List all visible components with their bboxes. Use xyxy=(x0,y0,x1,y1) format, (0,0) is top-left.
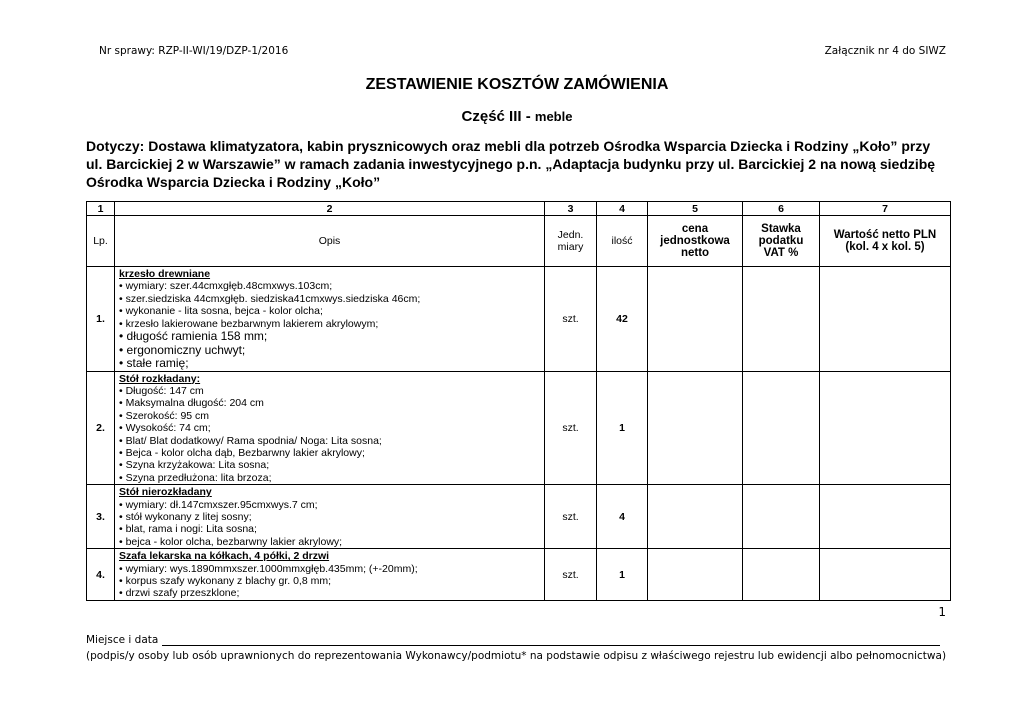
row-unit-price-cell xyxy=(648,485,743,549)
header-lp: Lp. xyxy=(87,216,115,267)
spec-line: • Szyna krzyżakowa: Lita sosna; xyxy=(119,459,270,472)
header-row xyxy=(87,216,951,267)
place-date-label: Miejsce i data xyxy=(86,634,159,646)
row-vat-cell xyxy=(743,371,820,485)
row-lp: 3. xyxy=(87,485,115,549)
part-suffix: meble xyxy=(534,109,573,124)
spec-line: • Długość: 147 cm xyxy=(119,384,204,397)
spec-line: • wymiary: szer.44cmxgłęb.48cmxwys.103cm; xyxy=(119,280,333,293)
row-qty: 1 xyxy=(597,549,648,601)
row-total-cell xyxy=(820,371,951,485)
spec-line: • wymiary: wys.1890mmxszer.1000mmxgłęb.435mm; (+-20mm); xyxy=(119,562,418,575)
col-number: 2 xyxy=(115,202,545,216)
spec-line: • drzwi szafy przeszklone; xyxy=(119,587,240,600)
spec-line: • Maksymalna długość: 204 cm xyxy=(119,397,264,410)
spec-line: • długość ramienia 158 mm; xyxy=(119,329,268,344)
subject-description: Dotyczy: Dostawa klimatyzatora, kabin prysznicowych oraz mebli dla potrzeb Ośrodka Wsparcia Dziecka i Rodziny „Koło” przy ul. Barcickiej 2 w Warszawie” w ramach zadania inwestycyjnego p.n. „Adaptacja budynku przy ul. Barcickiej 2 na nową siedzibę Ośrodka Wsparcia Dziecka i Rodziny „Koło” xyxy=(86,138,936,190)
row-total-cell xyxy=(820,267,951,372)
item-title: Szafa lekarska na kółkach, 4 półki, 2 drzwi xyxy=(119,550,330,563)
header-total: Wartość netto PLN (kol. 4 x kol. 5) xyxy=(820,216,951,267)
row-description xyxy=(115,549,545,601)
spec-line: • stałe ramię; xyxy=(119,356,189,371)
row-unit: szt. xyxy=(545,549,597,601)
row-vat-cell xyxy=(743,267,820,372)
row-vat-cell xyxy=(743,485,820,549)
item-title: krzesło drewniane xyxy=(119,268,211,280)
spec-line: • ergonomiczny uchwyt; xyxy=(119,342,246,357)
cost-table xyxy=(86,201,951,601)
table-row xyxy=(87,549,951,601)
table-row xyxy=(87,371,951,485)
row-qty: 4 xyxy=(597,485,648,549)
row-qty: 1 xyxy=(597,371,648,485)
header-qty: ilość xyxy=(597,216,648,267)
spec-line: • korpus szafy wykonany z blachy gr. 0,8 mm; xyxy=(119,575,332,588)
row-unit-price-cell xyxy=(648,371,743,485)
row-vat-cell xyxy=(743,549,820,601)
col-number: 6 xyxy=(743,202,820,216)
header-opis: Opis xyxy=(115,216,545,267)
row-unit: szt. xyxy=(545,267,597,372)
row-total-cell xyxy=(820,549,951,601)
column-number-row xyxy=(87,202,951,216)
spec-line: • bejca - kolor olcha, bezbarwny lakier akrylowy; xyxy=(119,535,343,548)
row-description xyxy=(115,371,545,485)
row-unit: szt. xyxy=(545,371,597,485)
spec-line: • Blat/ Blat dodatkowy/ Rama spodnia/ Noga: Lita sosna; xyxy=(119,434,382,447)
table-row xyxy=(87,485,951,549)
row-lp: 2. xyxy=(87,371,115,485)
spec-line: • Szyna przedłużona: lita brzoza; xyxy=(119,471,272,484)
table-row xyxy=(87,267,951,372)
document-title: ZESTAWIENIE KOSZTÓW ZAMÓWIENIA xyxy=(365,76,669,93)
page-number: 1 xyxy=(938,605,946,619)
header-vat: Stawka podatku VAT % xyxy=(743,216,820,267)
col-number: 1 xyxy=(87,202,115,216)
row-lp: 1. xyxy=(87,267,115,372)
place-date-field xyxy=(86,634,940,646)
row-unit-price-cell xyxy=(648,549,743,601)
row-total-cell xyxy=(820,485,951,549)
spec-line: • wykonanie - lita sosna, bejca - kolor olcha; xyxy=(119,305,323,318)
spec-line: • blat, rama i nogi: Lita sosna; xyxy=(119,523,257,536)
spec-line: • Wysokość: 74 cm; xyxy=(119,422,211,435)
item-title: Stół nierozkładany xyxy=(119,486,212,499)
col-number: 7 xyxy=(820,202,951,216)
header-unit-price: cena jednostkowa netto xyxy=(648,216,743,267)
row-unit-price-cell xyxy=(648,267,743,372)
part-label: Część III - xyxy=(461,108,535,125)
row-description xyxy=(115,267,545,372)
spec-line: • szer.siedziska 44cmxgłęb. siedziska41cmxwys.siedziska 46cm; xyxy=(119,292,421,305)
row-unit: szt. xyxy=(545,485,597,549)
item-title: Stół rozkładany: xyxy=(119,372,201,385)
row-qty: 42 xyxy=(597,267,648,372)
header-unit: Jedn. miary xyxy=(545,216,597,267)
signature-note: (podpis/y osoby lub osób uprawnionych do reprezentowania Wykonawcy/podmiotu* na podstawie odpisu z właściwego rejestru lub ewidencji albo pełnomocnictwa) xyxy=(86,650,947,662)
row-description xyxy=(115,485,545,549)
place-date-line xyxy=(162,635,940,646)
col-number: 3 xyxy=(545,202,597,216)
col-number: 5 xyxy=(648,202,743,216)
spec-line: • Bejca - kolor olcha dąb, Bezbarwny lakier akrylowy; xyxy=(119,446,365,459)
part-title xyxy=(0,108,1024,125)
spec-line: • krzesło lakierowane bezbarwnym lakierem akrylowym; xyxy=(119,317,379,330)
spec-line: • stół wykonany z litej sosny; xyxy=(119,511,252,523)
attachment-label: Załącznik nr 4 do SIWZ xyxy=(824,45,946,57)
spec-line: • wymiary: dł.147cmxszer.95cmxwys.7 cm; xyxy=(119,498,318,511)
spec-line: • Szerokość: 95 cm xyxy=(119,409,210,422)
case-number: Nr sprawy: RZP-II-WI/19/DZP-1/2016 xyxy=(99,45,289,57)
col-number: 4 xyxy=(597,202,648,216)
row-lp: 4. xyxy=(87,549,115,601)
